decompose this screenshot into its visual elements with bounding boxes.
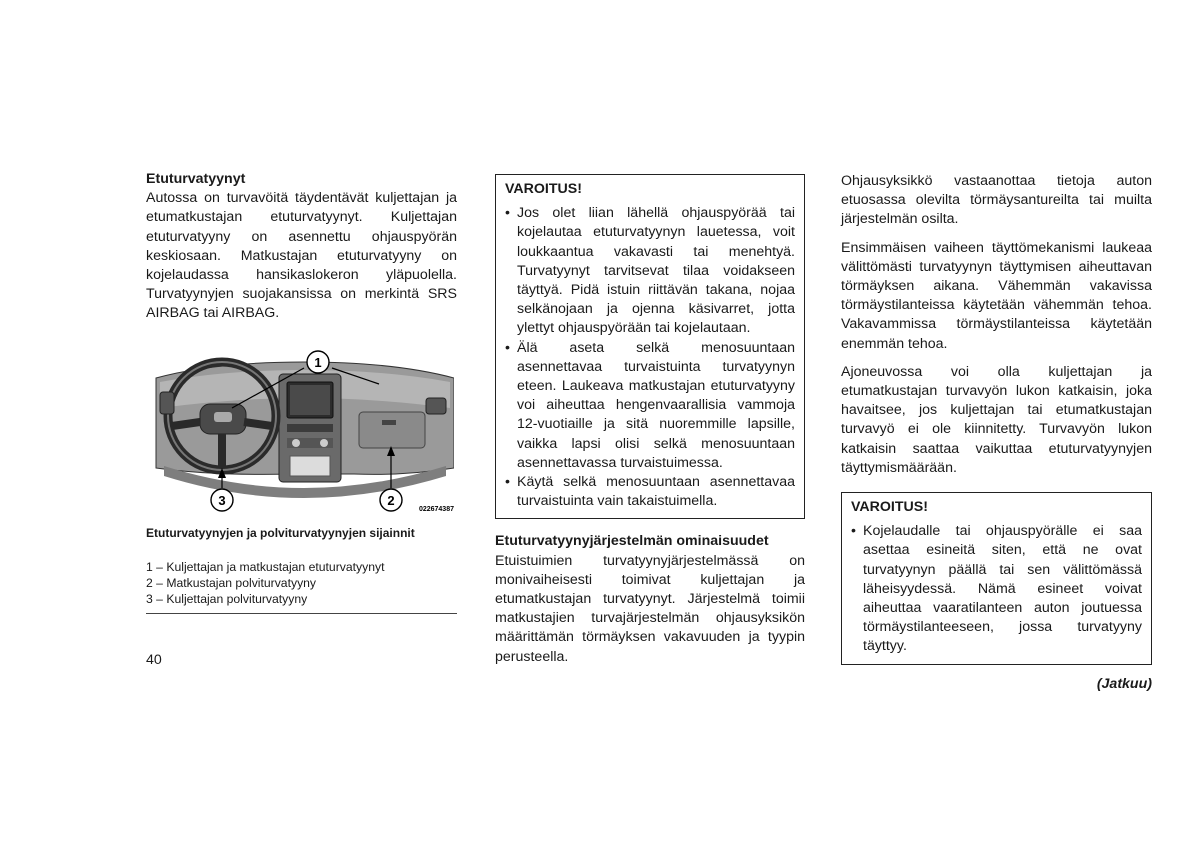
dashboard-figure — [146, 340, 457, 512]
body-paragraph: Ohjausyksikkö vastaanottaa tietoja auton etuosassa olevilta törmäysantureilta tai muilta järjestelmän osilta. — [841, 173, 1152, 228]
warning-title: VAROITUS! — [851, 499, 928, 516]
callout-3: 3 — [218, 492, 226, 508]
body-paragraph: Ajoneuvossa voi olla kuljettajan ja etumatkustajan turvavyön lukon katkaisin, joka havaitsee, jos kuljettajan tai etumatkustajan turvavyö ei ole kiinnitetty. Turvavyön lukon katkaisin saattaa vaikuttaa etuturvatyynyjen täyttymismäärään. — [841, 363, 1152, 476]
figure-caption: Etuturvatyynyjen ja polviturvatyynyjen sijainnit — [146, 525, 415, 540]
warning-box — [495, 174, 805, 519]
intro-paragraph: Autossa on turvavöitä täydentävät kuljettajan ja etumatkustajan etuturvatyynyt. Kuljettajan etuturvatyyny on asennettu ohjauspyörän keskiosaan. Matkustajan etuturvatyyny on kojelaudassa hansikaslokeron yläpuolella. Turvatyynyjen suojakansissa on merkintä SRS AIRBAG tai AIRBAG. — [146, 190, 457, 322]
legend-item: 3 – Kuljettajan polviturvatyyny — [146, 592, 308, 607]
figure-legend — [146, 559, 457, 615]
warning-item: • Kojelaudalle tai ohjauspyörälle ei saa asettaa esineitä siten, että ne ovat turvatyynyn päällä tai sen välittömässä läheisyydessä. Nämä esineet voivat aiheuttaa vaaratilanteen auton joutuessa törmäystilanteeseen, jossa turvatyyny täyttyy. — [851, 523, 1142, 655]
warning-title: VAROITUS! — [505, 181, 582, 197]
warning-item: • Käytä selkä menosuuntaan asennettavaa turvaistuinta vain takaistuimella. — [505, 474, 795, 510]
section-heading: Etuturvatyynyt — [146, 171, 246, 187]
legend-item: 2 – Matkustajan polviturvatyyny — [146, 576, 317, 591]
section-heading: Etuturvatyynyjärjestelmän ominaisuudet — [495, 533, 769, 550]
warning-item: • Jos olet liian lähellä ohjauspyörää tai kojelautaa etuturvatyynyn lauetessa, voit loukkaantua vakavasti tai menehtyä. Turvatyynyt tarvitsevat tilaa voidakseen täyttyä. Pidä istuin riittävän takana, nojaa selkänojaan ja ojenna käsivarret, jotta ylettyt ohjauspyörään tai kojelautaan. — [505, 205, 795, 337]
right-column — [841, 172, 1152, 694]
middle-column — [495, 174, 805, 667]
figure-code: 022674387 — [418, 505, 454, 513]
left-column — [146, 170, 457, 614]
legend-item: 1 – Kuljettajan ja matkustajan etuturvatyynyt — [146, 559, 385, 574]
dashboard-illustration — [154, 348, 454, 516]
body-paragraph: Etuistuimien turvatyynyjärjestelmässä on monivaiheisesti toimivat kuljettajan ja etumatkustajan turvatyynyt. Järjestelmä toimii matkustajien turvajärjestelmän ohjausyksikön määrittämän törmäyksen vakavuuden ja tyypin perusteella. — [495, 552, 805, 665]
warning-box — [841, 492, 1152, 665]
continued-label: (Jatkuu) — [1096, 675, 1152, 692]
callout-2: 2 — [387, 492, 395, 508]
callout-1: 1 — [314, 354, 322, 370]
warning-item: • Älä aseta selkä menosuuntaan asennettavaa turvaistuinta turvatyynyn eteen. Laukeava matkustajan etuturvatyyny voi aiheuttaa hengenvaarallisia vammoja 12-vuotiaille ja sitä nuoremmille lapsille, vaikka lapsi olisi selkä menosuuntaan asennettavassa turvaistuimessa. — [505, 339, 795, 471]
page-number: 40 — [146, 652, 162, 668]
body-paragraph: Ensimmäisen vaiheen täyttömekanismi laukeaa välittömästi turvatyynyn täyttymisen aiheuttavan törmäyksen aikana. Vähemmän vakavissa törmäystilanteissa käytetään vähemmän tehoa. Vakavammissa törmäystilanteissa käytetään enemmän tehoa. — [841, 239, 1152, 352]
